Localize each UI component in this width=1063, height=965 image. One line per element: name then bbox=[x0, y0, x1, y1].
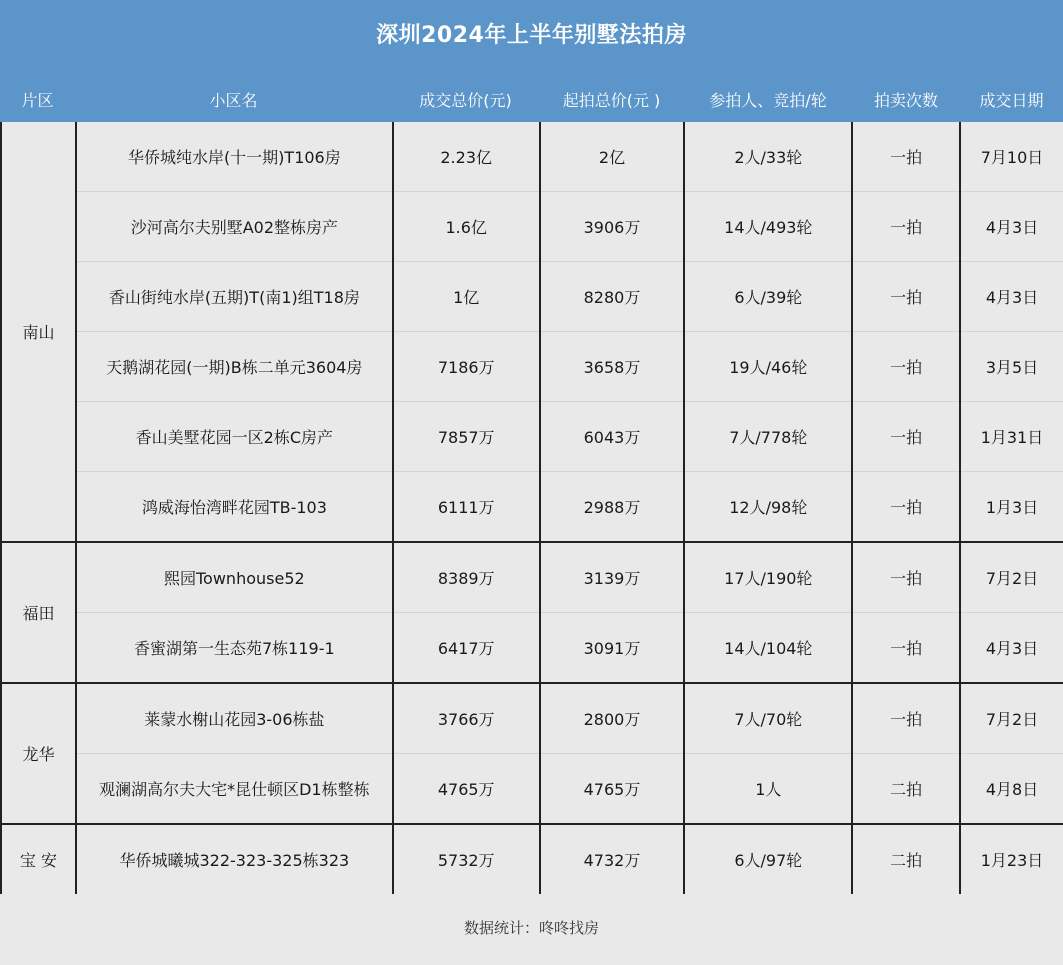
table-row bbox=[1, 683, 1063, 754]
auction-count-cell: 一拍 bbox=[852, 122, 960, 192]
bidders-rounds-cell: 1人 bbox=[684, 754, 852, 825]
start-price-cell: 8280万 bbox=[540, 262, 685, 332]
auction-count-cell: 一拍 bbox=[852, 192, 960, 262]
community-name-cell: 沙河高尔夫别墅A02整栋房产 bbox=[76, 192, 393, 262]
deal-price-cell: 3766万 bbox=[393, 683, 540, 754]
bidders-rounds-cell: 2人/33轮 bbox=[684, 122, 852, 192]
deal-price-cell: 7186万 bbox=[393, 332, 540, 402]
bidders-rounds-cell: 12人/98轮 bbox=[684, 472, 852, 543]
deal-price-cell: 7857万 bbox=[393, 402, 540, 472]
bidders-rounds-cell: 7人/778轮 bbox=[684, 402, 852, 472]
bidders-rounds-cell: 14人/493轮 bbox=[684, 192, 852, 262]
bidders-rounds-cell: 6人/97轮 bbox=[684, 824, 852, 894]
auction-count-cell: 一拍 bbox=[852, 472, 960, 543]
start-price-cell: 3139万 bbox=[540, 542, 685, 613]
deal-date-cell: 1月31日 bbox=[960, 402, 1063, 472]
deal-price-cell: 5732万 bbox=[393, 824, 540, 894]
deal-date-cell: 4月3日 bbox=[960, 262, 1063, 332]
start-price-cell: 2800万 bbox=[540, 683, 685, 754]
deal-price-cell: 6111万 bbox=[393, 472, 540, 543]
data-source-note: 数据统计：咚咚找房 bbox=[463, 919, 599, 937]
table-row bbox=[1, 613, 1063, 684]
community-name-cell: 观澜湖高尔夫大宅*昆仕顿区D1栋整栋 bbox=[76, 754, 393, 825]
table-row bbox=[1, 542, 1063, 613]
deal-price-cell: 4765万 bbox=[393, 754, 540, 825]
community-name-cell: 华侨城曦城322-323-325栋323 bbox=[76, 824, 393, 894]
table-row bbox=[1, 402, 1063, 472]
table-row bbox=[1, 192, 1063, 262]
table-row bbox=[1, 754, 1063, 825]
start-price-cell: 4765万 bbox=[540, 754, 685, 825]
start-price-cell: 2亿 bbox=[540, 122, 685, 192]
table-row bbox=[1, 262, 1063, 332]
community-name-cell: 熙园Townhouse52 bbox=[76, 542, 393, 613]
column-header-bidders-rounds: 参拍人、竞拍/轮 bbox=[709, 91, 827, 110]
column-header-district: 片区 bbox=[21, 91, 54, 110]
auction-count-cell: 一拍 bbox=[852, 542, 960, 613]
column-header-deal-price: 成交总价(元) bbox=[419, 91, 512, 110]
community-name-cell: 香蜜湖第一生态苑7栋119-1 bbox=[76, 613, 393, 684]
bidders-rounds-cell: 6人/39轮 bbox=[684, 262, 852, 332]
deal-date-cell: 7月2日 bbox=[960, 683, 1063, 754]
auction-count-cell: 二拍 bbox=[852, 824, 960, 894]
deal-price-cell: 1.6亿 bbox=[393, 192, 540, 262]
column-header-community: 小区名 bbox=[209, 91, 258, 110]
column-header-deal-date: 成交日期 bbox=[979, 91, 1044, 110]
deal-date-cell: 4月3日 bbox=[960, 613, 1063, 684]
deal-price-cell: 8389万 bbox=[393, 542, 540, 613]
auction-count-cell: 二拍 bbox=[852, 754, 960, 825]
table-title: 深圳2024年上半年别墅法拍房 bbox=[376, 23, 687, 48]
bidders-rounds-cell: 7人/70轮 bbox=[684, 683, 852, 754]
deal-date-cell: 7月2日 bbox=[960, 542, 1063, 613]
start-price-cell: 3091万 bbox=[540, 613, 685, 684]
community-name-cell: 莱蒙水榭山花园3-06栋盐 bbox=[76, 683, 393, 754]
deal-date-cell: 1月3日 bbox=[960, 472, 1063, 543]
column-header-start-price: 起拍总价(元 ) bbox=[562, 91, 661, 110]
deal-date-cell: 4月8日 bbox=[960, 754, 1063, 825]
community-name-cell: 鸿威海怡湾畔花园TB-103 bbox=[76, 472, 393, 543]
district-cell: 龙华 bbox=[1, 683, 76, 824]
district-cell: 福田 bbox=[1, 542, 76, 683]
deal-date-cell: 7月10日 bbox=[960, 122, 1063, 192]
deal-date-cell: 3月5日 bbox=[960, 332, 1063, 402]
table-row bbox=[1, 472, 1063, 543]
community-name-cell: 香山街纯水岸(五期)T(南1)组T18房 bbox=[76, 262, 393, 332]
table-row bbox=[1, 122, 1063, 192]
table-row bbox=[1, 332, 1063, 402]
deal-date-cell: 4月3日 bbox=[960, 192, 1063, 262]
deal-date-cell: 1月23日 bbox=[980, 851, 1044, 870]
district-cell: 南山 bbox=[1, 122, 76, 542]
bidders-rounds-cell: 14人/104轮 bbox=[684, 613, 852, 684]
bidders-rounds-cell: 19人/46轮 bbox=[684, 332, 852, 402]
start-price-cell: 3658万 bbox=[540, 332, 685, 402]
table-row bbox=[1, 824, 1063, 894]
start-price-cell: 6043万 bbox=[540, 402, 685, 472]
community-name-cell: 天鹅湖花园(一期)B栋二单元3604房 bbox=[76, 332, 393, 402]
start-price-cell: 4732万 bbox=[540, 824, 685, 894]
table-header-band bbox=[0, 0, 1063, 122]
deal-price-cell: 1亿 bbox=[393, 262, 540, 332]
auction-table bbox=[0, 122, 1063, 894]
start-price-cell: 2988万 bbox=[540, 472, 685, 543]
auction-count-cell: 一拍 bbox=[852, 402, 960, 472]
auction-count-cell: 一拍 bbox=[852, 683, 960, 754]
district-cell: 宝 安 bbox=[1, 824, 76, 894]
deal-price-cell: 2.23亿 bbox=[393, 122, 540, 192]
column-header-auction-count: 拍卖次数 bbox=[873, 91, 938, 110]
deal-price-cell: 6417万 bbox=[393, 613, 540, 684]
start-price-cell: 3906万 bbox=[540, 192, 685, 262]
auction-count-cell: 一拍 bbox=[852, 332, 960, 402]
community-name-cell: 华侨城纯水岸(十一期)T106房 bbox=[76, 122, 393, 192]
community-name-cell: 香山美墅花园一区2栋C房产 bbox=[76, 402, 393, 472]
bidders-rounds-cell: 17人/190轮 bbox=[684, 542, 852, 613]
table-body bbox=[1, 122, 1063, 894]
auction-count-cell: 一拍 bbox=[852, 262, 960, 332]
auction-count-cell: 一拍 bbox=[852, 613, 960, 684]
